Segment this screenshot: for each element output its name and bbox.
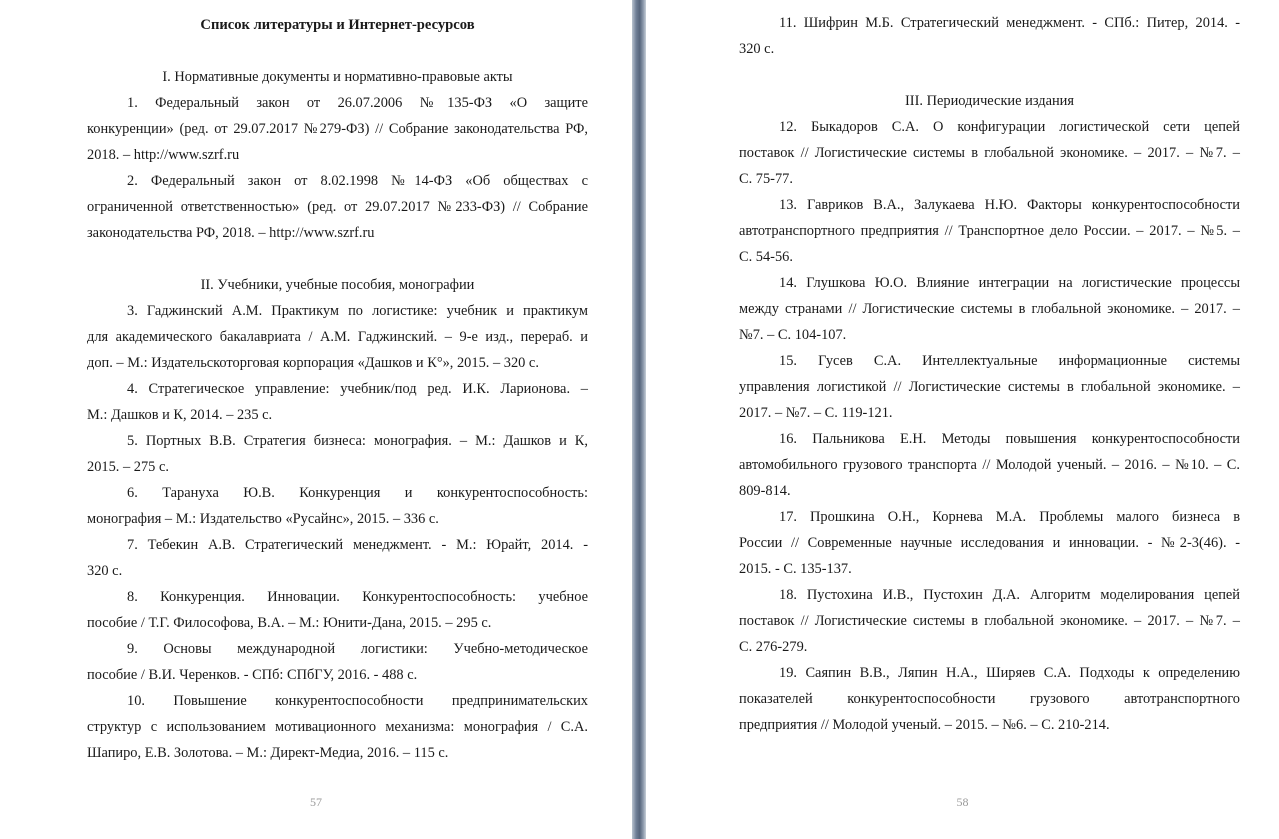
reference-line: 1. Федеральный закон от 26.07.2006 №135-ФЗ «О защите — [127, 95, 588, 111]
reference-line: пособие / В.И. Черенков. - СПб: СПбГУ, 2016. - 488 с. — [87, 667, 418, 683]
reference-line: 2015. - С. 135-137. — [739, 561, 852, 577]
reference-line: пособие / Т.Г. Философова, В.А. – М.: Юнити-Дана, 2015. – 295 с. — [87, 615, 492, 631]
page-content — [739, 10, 1240, 738]
reference-line: 2018. – http://www.szrf.ru — [87, 147, 240, 163]
reference-line: 5. Портных В.В. Стратегия бизнеса: монография. – М.: Дашков и К, — [127, 433, 588, 449]
reference-line: законодательства РФ, 2018. – http://www.szrf.ru — [87, 225, 375, 241]
reference-line: 18. Пустохина И.В., Пустохин Д.А. Алгоритм моделирования цепей — [779, 587, 1240, 603]
reference-line: 12. Быкадоров С.А. О конфигурации логистической сети цепей — [779, 119, 1240, 135]
reference-line: 14. Глушкова Ю.О. Влияние интеграции на логистические процессы — [779, 275, 1240, 291]
reference-line: 9. Основы международной логистики: Учебно-методическое — [127, 641, 588, 657]
reference-line: ограниченной ответственностью» (ред. от 29.07.2017 №233-ФЗ) // Собрание — [87, 199, 588, 215]
reference-line: 17. Прошкина О.Н., Корнева М.А. Проблемы малого бизнеса в — [779, 509, 1240, 525]
reference-line: 13. Гавриков В.А., Залукаева Н.Ю. Факторы конкурентоспособности — [779, 197, 1240, 213]
reference-line: поставок // Логистические системы в глобальной экономике. – 2017. – №7. – — [739, 613, 1240, 629]
reference-line: 15. Гусев С.А. Интеллектуальные информационные системы — [779, 353, 1240, 369]
reference-line: 2017. – №7. – С. 119-121. — [739, 405, 893, 421]
reference-line: показателей конкурентоспособности грузового автотранспортного — [739, 691, 1240, 707]
reference-line: С. 54-56. — [739, 249, 793, 265]
reference-line: структур с использованием мотивационного механизма: монография / С.А. — [87, 719, 588, 735]
reference-line: 19. Саяпин В.В., Ляпин Н.А., Ширяев С.А. Подходы к определению — [779, 665, 1240, 681]
reference-line: автотранспортного предприятия // Транспортное дело России. – 2017. – №5. – — [739, 223, 1240, 239]
document-page-57 — [0, 0, 632, 839]
reference-line: 6. Тарануха Ю.В. Конкуренция и конкурентоспособность: — [127, 485, 588, 501]
reference-line: С. 276-279. — [739, 639, 808, 655]
reference-line: №7. – С. 104-107. — [739, 327, 847, 343]
reference-line: России // Современные научные исследования и инновации. - №2-3(46). - — [739, 535, 1240, 551]
reference-line: конкуренции» (ред. от 29.07.2017 №279-ФЗ) // Собрание законодательства РФ, — [87, 121, 588, 137]
reference-line: для академического бакалавриата / А.М. Гаджинский. – 9-е изд., перераб. и — [87, 329, 588, 345]
page-number: 57 — [310, 795, 322, 809]
section-heading-periodicals: III. Периодические издания — [905, 93, 1074, 109]
page-content — [87, 12, 588, 766]
reference-line: М.: Дашков и К, 2014. – 235 с. — [87, 407, 273, 423]
section-heading-textbooks: II. Учебники, учебные пособия, монографии — [200, 277, 475, 293]
page-title: Список литературы и Интернет-ресурсов — [200, 17, 475, 33]
reference-line: поставок // Логистические системы в глобальной экономике. – 2017. – №7. – — [739, 145, 1240, 161]
reference-line: между странами // Логистические системы в глобальной экономике. – 2017. – — [739, 301, 1240, 317]
reference-line: предприятия // Молодой ученый. – 2015. – №6. – С. 210-214. — [739, 717, 1110, 733]
reference-line: Шапиро, Е.В. Золотова. – М.: Директ-Медиа, 2016. – 115 с. — [87, 745, 449, 761]
page-divider — [632, 0, 646, 839]
reference-line: автомобильного грузового транспорта // Молодой ученый. – 2016. – №10. – С. — [739, 457, 1240, 473]
reference-line: доп. – М.: Издательскоторговая корпорация «Дашков и К°», 2015. – 320 с. — [87, 355, 539, 371]
reference-line: 7. Тебекин А.В. Стратегический менеджмент. - М.: Юрайт, 2014. - — [127, 537, 588, 553]
document-page-58 — [646, 0, 1279, 839]
reference-line: 320 с. — [739, 41, 775, 57]
reference-line: 2. Федеральный закон от 8.02.1998 №14-ФЗ «Об обществах с — [127, 173, 588, 189]
reference-line: 809-814. — [739, 483, 791, 499]
reference-line: 320 с. — [87, 563, 123, 579]
reference-line: 2015. – 275 с. — [87, 459, 169, 475]
reference-line: 11. Шифрин М.Б. Стратегический менеджмент. - СПб.: Питер, 2014. - — [779, 15, 1240, 31]
reference-line: монография – М.: Издательство «Русайнс», 2015. – 336 с. — [87, 511, 439, 527]
reference-line: 3. Гаджинский А.М. Практикум по логистике: учебник и практикум — [127, 303, 588, 319]
section-heading-normative: I. Нормативные документы и нормативно-правовые акты — [162, 69, 513, 85]
page-number: 58 — [956, 795, 969, 809]
reference-line: управления логистикой // Логистические системы в глобальной экономике. – — [739, 379, 1240, 395]
reference-line: С. 75-77. — [739, 171, 793, 187]
reference-line: 16. Пальникова Е.Н. Методы повышения конкурентоспособности — [779, 431, 1240, 447]
reference-line: 4. Стратегическое управление: учебник/под ред. И.К. Ларионова. – — [127, 381, 588, 397]
reference-line: 10. Повышение конкурентоспособности предпринимательских — [127, 693, 588, 709]
reference-line: 8. Конкуренция. Инновации. Конкурентоспособность: учебное — [127, 589, 588, 605]
